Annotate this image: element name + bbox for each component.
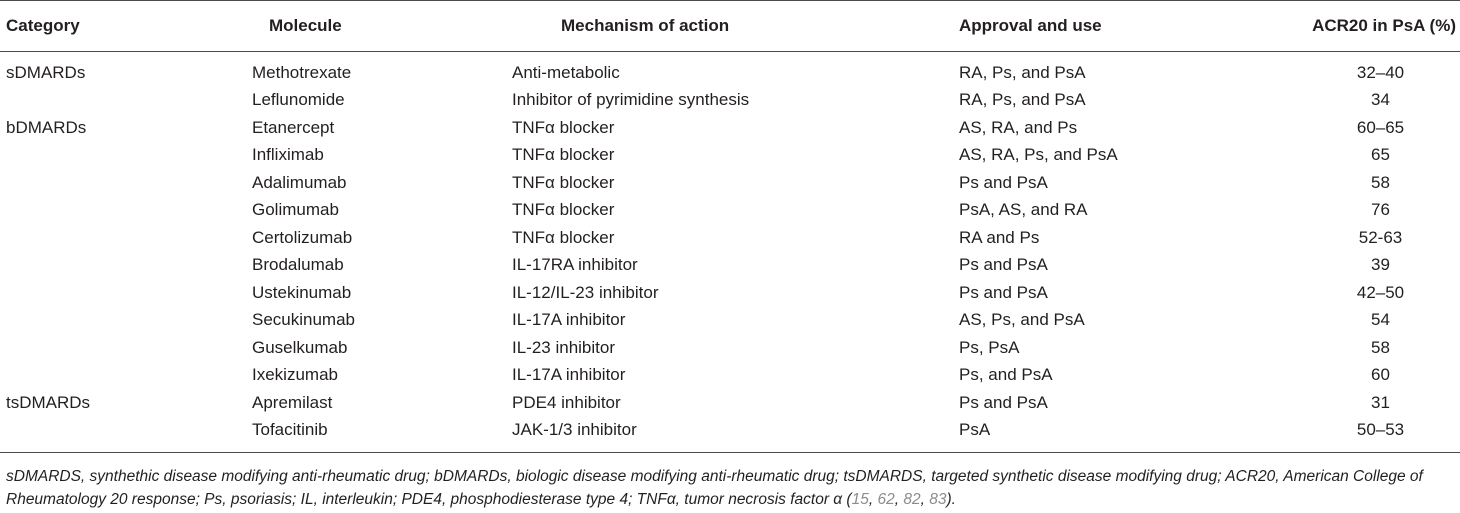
cell-mechanism: Inhibitor of pyrimidine synthesis (512, 90, 750, 110)
table-row (0, 334, 1460, 362)
table-row (0, 114, 1460, 142)
table-body (0, 52, 1460, 453)
cell-mechanism: IL-12/IL-23 inhibitor (512, 282, 659, 302)
table-row (0, 389, 1460, 417)
cell-molecule: Methotrexate (252, 63, 352, 83)
cell-acr20: 52-63 (1358, 227, 1403, 247)
header-mechanism: Mechanism of action (512, 1, 959, 52)
reference-link[interactable]: 83 (929, 491, 947, 508)
cell-mechanism: PDE4 inhibitor (512, 392, 621, 412)
cell-approval: PsA (959, 420, 991, 440)
cell-acr20: 32–40 (1356, 63, 1405, 83)
cell-category (0, 197, 250, 225)
cell-category: bDMARDs (6, 117, 87, 137)
cell-mechanism: TNFα blocker (512, 117, 615, 137)
cell-category: tsDMARDs (6, 392, 91, 412)
cell-approval: RA, Ps, and PsA (959, 63, 1086, 83)
cell-molecule: Ixekizumab (252, 365, 338, 385)
cell-molecule: Leflunomide (252, 90, 345, 110)
header-category: Category (0, 1, 250, 52)
reference-link[interactable]: 82 (903, 491, 921, 508)
cell-mechanism: TNFα blocker (512, 200, 615, 220)
cell-category (0, 169, 250, 197)
footnote-text: sDMARDS, synthethic disease modifying anti-rheumatic drug; bDMARDs, biologic disease modifying anti-rheumatic drug; tsDMARDS, targeted synthetic disease modifying drug; ACR20, American College of Rheumatology 20 response; Ps, psoriasis; IL, interleukin; PDE4, phosphodiesterase type 4; TNFα, tumor necrosis factor α ( (6, 468, 1423, 508)
cell-approval: AS, RA, Ps, and PsA (959, 145, 1118, 165)
cell-mechanism: JAK-1/3 inhibitor (512, 420, 637, 440)
cell-approval: Ps, and PsA (959, 365, 1053, 385)
cell-approval: PsA, AS, and RA (959, 200, 1088, 220)
footnote-closing: ). (946, 491, 956, 508)
table-header (0, 1, 1460, 52)
cell-molecule: Secukinumab (252, 310, 356, 330)
cell-mechanism: IL-17A inhibitor (512, 310, 626, 330)
header-approval: Approval and use (959, 1, 1259, 52)
table-row (0, 362, 1460, 390)
cell-category: sDMARDs (6, 63, 86, 83)
header-row (0, 1, 1460, 52)
table-row (0, 252, 1460, 280)
cell-acr20: 34 (1371, 90, 1390, 110)
table-row (0, 169, 1460, 197)
cell-acr20: 58 (1371, 172, 1390, 192)
cell-approval: AS, Ps, and PsA (959, 310, 1085, 330)
cell-acr20: 54 (1371, 310, 1390, 330)
cell-category (0, 252, 250, 280)
table-row (0, 197, 1460, 225)
cell-molecule: Certolizumab (252, 227, 353, 247)
table-row (0, 417, 1460, 453)
reference-separator: , (920, 491, 930, 508)
cell-molecule: Infliximab (252, 145, 324, 165)
cell-category (0, 142, 250, 170)
cell-acr20: 76 (1371, 200, 1390, 220)
cell-acr20: 60–65 (1356, 117, 1405, 137)
cell-molecule: Tofacitinib (252, 420, 328, 440)
cell-acr20: 60 (1371, 365, 1390, 385)
cell-acr20: 31 (1371, 392, 1390, 412)
cell-approval: Ps and PsA (959, 172, 1048, 192)
table-row (0, 87, 1460, 115)
table-footnote (0, 453, 1460, 511)
table-row (0, 307, 1460, 335)
cell-molecule: Apremilast (252, 392, 333, 412)
cell-approval: Ps and PsA (959, 282, 1048, 302)
cell-acr20: 50–53 (1356, 420, 1405, 440)
reference-link[interactable]: 15 (851, 491, 869, 508)
cell-approval: AS, RA, and Ps (959, 117, 1078, 137)
reference-separator: , (868, 491, 878, 508)
cell-category (0, 279, 250, 307)
cell-category (0, 87, 250, 115)
cell-mechanism: TNFα blocker (512, 172, 615, 192)
cell-acr20: 42–50 (1356, 282, 1405, 302)
cell-molecule: Etanercept (252, 117, 335, 137)
cell-approval: Ps and PsA (959, 392, 1048, 412)
cell-category (0, 307, 250, 335)
cell-molecule: Golimumab (252, 200, 339, 220)
cell-mechanism: TNFα blocker (512, 145, 615, 165)
cell-molecule: Guselkumab (252, 337, 348, 357)
table-row (0, 224, 1460, 252)
cell-category (0, 224, 250, 252)
cell-mechanism: TNFα blocker (512, 227, 615, 247)
header-acr20: ACR20 in PsA (%) (1259, 1, 1460, 52)
cell-molecule: Ustekinumab (252, 282, 352, 302)
cell-acr20: 39 (1371, 255, 1390, 275)
cell-category (0, 417, 250, 453)
cell-approval: RA and Ps (959, 227, 1040, 247)
cell-approval: Ps and PsA (959, 255, 1048, 275)
cell-mechanism: IL-17RA inhibitor (512, 255, 638, 275)
table-row (0, 279, 1460, 307)
cell-molecule: Adalimumab (252, 172, 347, 192)
header-molecule: Molecule (250, 1, 512, 52)
table-row (0, 142, 1460, 170)
cell-mechanism: IL-23 inhibitor (512, 337, 616, 357)
cell-mechanism: IL-17A inhibitor (512, 365, 626, 385)
cell-acr20: 65 (1371, 145, 1390, 165)
cell-category (0, 362, 250, 390)
cell-approval: RA, Ps, and PsA (959, 90, 1086, 110)
cell-approval: Ps, PsA (959, 337, 1020, 357)
table-row (0, 52, 1460, 87)
cell-molecule: Brodalumab (252, 255, 344, 275)
cell-mechanism: Anti-metabolic (512, 63, 620, 83)
cell-category (0, 334, 250, 362)
reference-link[interactable]: 62 (877, 491, 895, 508)
reference-separator: , (894, 491, 904, 508)
cell-acr20: 58 (1371, 337, 1390, 357)
